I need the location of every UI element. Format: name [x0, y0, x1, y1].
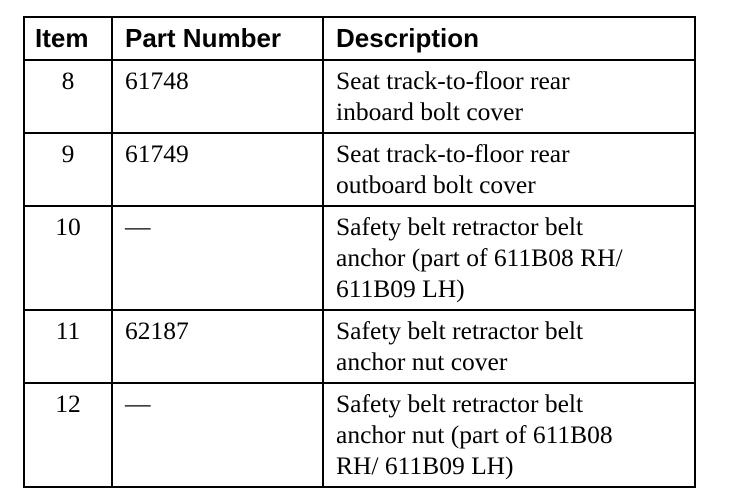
description-cell	[323, 206, 695, 310]
description-line: Safety belt retractor belt	[336, 212, 584, 241]
description-line: 611B09 LH)	[336, 274, 465, 303]
item-cell: 12	[24, 383, 112, 487]
table-row	[24, 60, 695, 133]
header-description: Description	[323, 17, 695, 60]
item-cell: 9	[24, 133, 112, 206]
item-cell: 10	[24, 206, 112, 310]
table-row	[24, 133, 695, 206]
header-row	[24, 17, 695, 60]
header-part-number: Part Number	[112, 17, 323, 60]
description-line: Seat track-to-floor rear	[336, 139, 570, 168]
part-number-cell: 61748	[112, 60, 323, 133]
description-line: Safety belt retractor belt	[336, 389, 584, 418]
parts-table	[23, 16, 696, 488]
description-line: anchor nut cover	[336, 347, 508, 376]
table-row	[24, 206, 695, 310]
description-line: anchor (part of 611B08 RH/	[336, 243, 623, 272]
description-line: inboard bolt cover	[336, 97, 523, 126]
description-cell	[323, 383, 695, 487]
description-line: Safety belt retractor belt	[336, 316, 584, 345]
item-cell: 8	[24, 60, 112, 133]
description-line: anchor nut (part of 611B08	[336, 420, 613, 449]
header-item: Item	[24, 17, 112, 60]
part-number-cell: —	[112, 383, 323, 487]
description-line: Seat track-to-floor rear	[336, 66, 570, 95]
part-number-cell: —	[112, 206, 323, 310]
description-cell	[323, 60, 695, 133]
description-line: outboard bolt cover	[336, 170, 536, 199]
part-number-cell: 61749	[112, 133, 323, 206]
item-cell: 11	[24, 310, 112, 383]
table-row	[24, 310, 695, 383]
description-cell	[323, 310, 695, 383]
part-number-cell: 62187	[112, 310, 323, 383]
table-row	[24, 383, 695, 487]
description-cell	[323, 133, 695, 206]
description-line: RH/ 611B09 LH)	[336, 451, 514, 480]
